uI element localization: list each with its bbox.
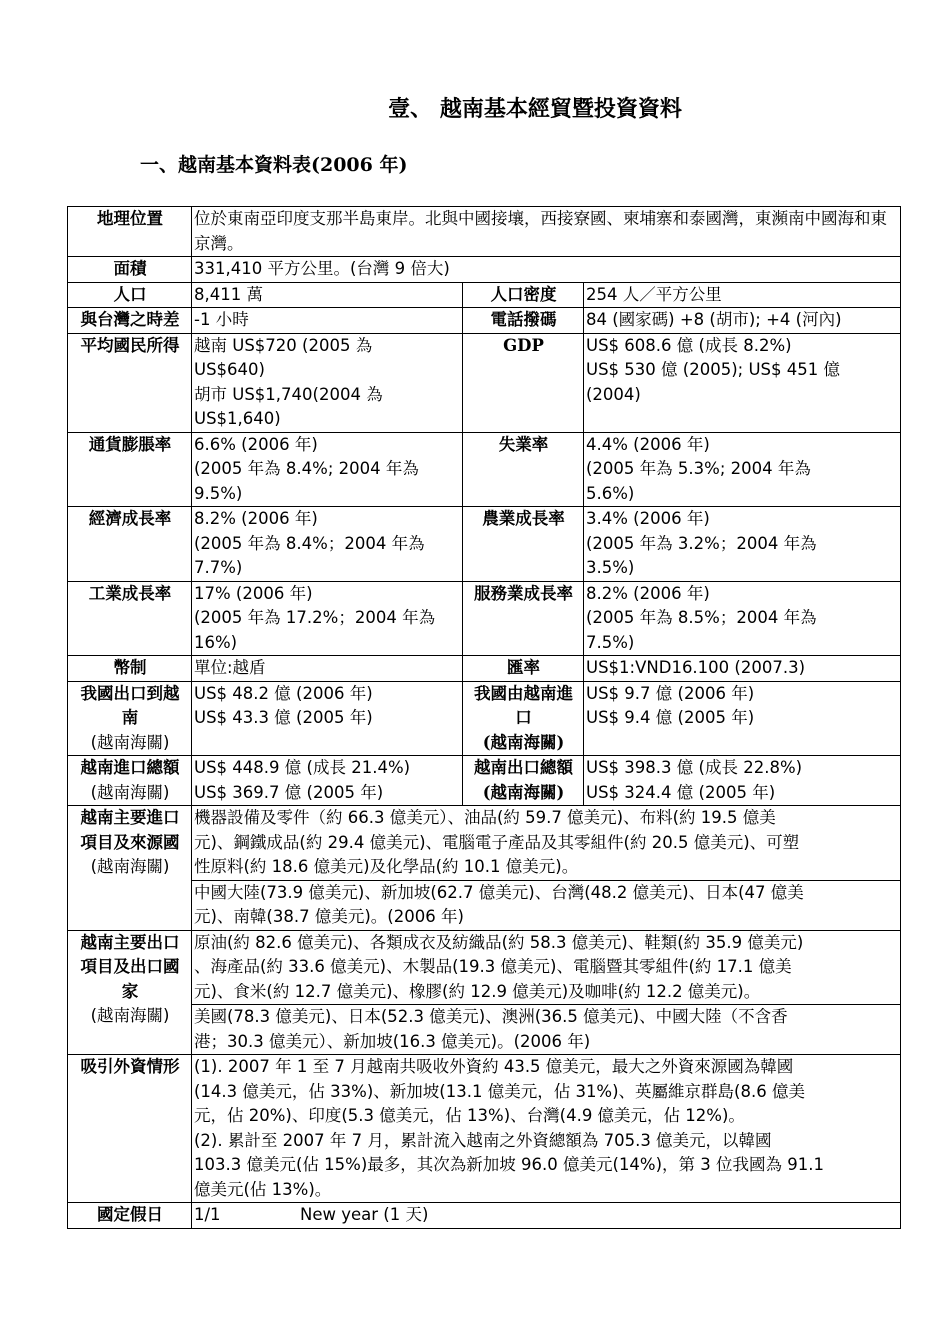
vn-import-total-value: US$ 448.9 億 (成長 21.4%) US$ 369.7 億 (2005 年) <box>192 756 463 806</box>
industry-growth-label: 工業成長率 <box>68 581 192 656</box>
row-imports-sources <box>68 880 901 930</box>
document-title: 壹、 越南基本經貿暨投資資料 <box>388 96 682 122</box>
imports-label: 越南主要進口 項目及來源國 (越南海關) <box>68 806 192 931</box>
population-value: 8,411 萬 <box>192 282 463 308</box>
imports-items-value: 機器設備及零件（約 66.3 億美元）、油品(約 59.7 億美元)、布料(約 19.5 億美 元)、鋼鐵成品(約 29.4 億美元)、電腦電子產品及其零組件(約 20.5 億美元)、可塑 性原料(約 18.6 億美元)及化學品(約 10.1 億美元)。 <box>192 806 901 881</box>
exports-destinations-value: 美國(78.3 億美元)、日本(52.3 億美元)、澳洲(36.5 億美元)、中國大陸（不含香 港；30.3 億美元）、新加坡(16.3 億美元)。(2006 年) <box>192 1005 901 1055</box>
fdi-label: 吸引外資情形 <box>68 1055 192 1203</box>
income-value: 越南 US$720 (2005 為 US$640) 胡市 US$1,740(2004 為 US$1,640) <box>192 333 463 432</box>
fdi-value: (1). 2007 年 1 至 7 月越南共吸收外資約 43.5 億美元，最大之外資來源國為韓國 (14.3 億美元，佔 33%)、新加坡(13.1 億美元，佔 31%)、英屬維京群島(8.6 億美 元，佔 20%)、印度(5.3 億美元，佔 13%)、台灣(4.9 億美元，佔 12%)。 (2). 累計至 2007 年 7 月，累計流入越南之外資總額為 705.3 億美元，以韓國 103.3 億美元(佔 15%)最多，其次為新加坡 96.0 億美元(14%)，第 3 位我國為 91.1 億美元(佔 13%)。 <box>192 1055 901 1203</box>
vn-export-total-value: US$ 398.3 億 (成長 22.8%) US$ 324.4 億 (2005 年) <box>584 756 901 806</box>
row-geography <box>68 207 901 257</box>
services-growth-label: 服務業成長率 <box>463 581 584 656</box>
vietnam-basic-info-table <box>67 206 901 1229</box>
unemployment-value: 4.4% (2006 年) (2005 年為 5.3%; 2004 年為 5.6%) <box>584 432 901 507</box>
row-imports-items <box>68 806 901 881</box>
geography-value: 位於東南亞印度支那半島東岸。北與中國接壤，西接寮國、柬埔寨和泰國灣，東瀕南中國海和東京灣。 <box>192 207 901 257</box>
tw-import-label: 我國由越南進 口 (越南海關) <box>463 681 584 756</box>
holiday-date: 1/1 <box>194 1205 221 1224</box>
gdp-value: US$ 608.6 億 (成長 8.2%) US$ 530 億 (2005); US$ 451 億 (2004) <box>584 333 901 432</box>
agri-growth-label: 農業成長率 <box>463 507 584 582</box>
currency-label: 幣制 <box>68 656 192 682</box>
inflation-value: 6.6% (2006 年) (2005 年為 8.4%; 2004 年為 9.5%) <box>192 432 463 507</box>
currency-value: 單位:越盾 <box>192 656 463 682</box>
row-population <box>68 282 901 308</box>
exchange-rate-label: 匯率 <box>463 656 584 682</box>
geography-label: 地理位置 <box>68 207 192 257</box>
exports-items-value: 原油(約 82.6 億美元)、各類成衣及紡織品(約 58.3 億美元)、鞋類(約 35.9 億美元) 、海產品(約 33.6 億美元)、木製品(19.3 億美元)、電腦暨其零組件(約 17.1 億美 元)、食米(約 12.7 億美元)、橡膠(約 12.9 億美元)及咖啡(約 12.2 億美元)。 <box>192 930 901 1005</box>
row-timezone <box>68 308 901 334</box>
tw-import-value: US$ 9.7 億 (2006 年) US$ 9.4 億 (2005 年) <box>584 681 901 756</box>
row-area <box>68 257 901 283</box>
density-label: 人口密度 <box>463 282 584 308</box>
dial-code-value: 84 (國家碼) +8 (胡市); +4 (河內) <box>584 308 901 334</box>
holidays-label: 國定假日 <box>68 1203 192 1229</box>
row-inflation <box>68 432 901 507</box>
vn-export-total-label: 越南出口總額 (越南海關) <box>463 756 584 806</box>
agri-growth-value: 3.4% (2006 年) (2005 年為 3.2%；2004 年為 3.5%) <box>584 507 901 582</box>
population-label: 人口 <box>68 282 192 308</box>
row-industry-growth <box>68 581 901 656</box>
density-value: 254 人／平方公里 <box>584 282 901 308</box>
inflation-label: 通貨膨脹率 <box>68 432 192 507</box>
tw-export-label: 我國出口到越 南 (越南海關) <box>68 681 192 756</box>
row-exports-destinations <box>68 1005 901 1055</box>
area-label: 面積 <box>68 257 192 283</box>
row-currency <box>68 656 901 682</box>
holidays-value <box>192 1203 901 1229</box>
exchange-rate-value: US$1:VND16.100 (2007.3) <box>584 656 901 682</box>
row-holidays <box>68 1203 901 1229</box>
industry-growth-value: 17% (2006 年) (2005 年為 17.2%；2004 年為 16%) <box>192 581 463 656</box>
timezone-value: -1 小時 <box>192 308 463 334</box>
econ-growth-label: 經濟成長率 <box>68 507 192 582</box>
timezone-label: 與台灣之時差 <box>68 308 192 334</box>
vn-import-total-label: 越南進口總額 (越南海關) <box>68 756 192 806</box>
econ-growth-value: 8.2% (2006 年) (2005 年為 8.4%；2004 年為 7.7%) <box>192 507 463 582</box>
row-vietnam-trade <box>68 756 901 806</box>
row-fdi <box>68 1055 901 1203</box>
row-income <box>68 333 901 432</box>
section-title: 一、越南基本資料表(2006 年) <box>140 154 408 176</box>
tw-export-value: US$ 48.2 億 (2006 年) US$ 43.3 億 (2005 年) <box>192 681 463 756</box>
gdp-label: GDP <box>463 333 584 432</box>
area-value: 331,410 平方公里。(台灣 9 倍大) <box>192 257 901 283</box>
holiday-name: New year (1 天) <box>300 1205 429 1224</box>
dial-code-label: 電話撥碼 <box>463 308 584 334</box>
imports-sources-value: 中國大陸(73.9 億美元)、新加坡(62.7 億美元)、台灣(48.2 億美元)、日本(47 億美 元)、南韓(38.7 億美元)。(2006 年) <box>192 880 901 930</box>
row-taiwan-trade <box>68 681 901 756</box>
unemployment-label: 失業率 <box>463 432 584 507</box>
row-econ-growth <box>68 507 901 582</box>
services-growth-value: 8.2% (2006 年) (2005 年為 8.5%；2004 年為 7.5%) <box>584 581 901 656</box>
income-label: 平均國民所得 <box>68 333 192 432</box>
row-exports-items <box>68 930 901 1005</box>
exports-label: 越南主要出口 項目及出口國 家 (越南海關) <box>68 930 192 1055</box>
